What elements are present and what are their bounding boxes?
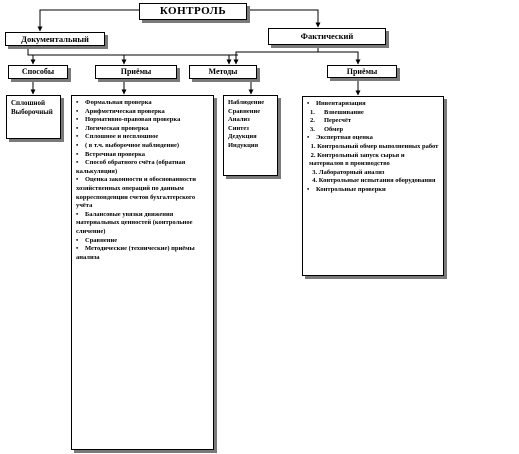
techniques-fact-list-box — [302, 96, 444, 276]
factual-branch-box — [268, 28, 386, 45]
list-item: 3. Лабораторный анализ — [309, 168, 385, 176]
list-item: • Экспертная оценка — [307, 134, 439, 143]
list-item: • Способ обратного счёта (обратная калькуляция) — [76, 159, 209, 176]
list-item: 2. Пересчёт — [310, 117, 352, 125]
methods-doc-header-label: Способы — [21, 67, 55, 76]
list-item: • Сплошное и несплошное — [76, 133, 209, 142]
list-item: Сравнение — [228, 107, 261, 115]
factual-label: Фактический — [300, 31, 354, 42]
list-item: Индукция — [228, 141, 259, 149]
list-item: • Арифметическая проверка — [76, 108, 209, 117]
list-item: • Логическая проверка — [76, 125, 209, 134]
root-label: КОНТРОЛЬ — [159, 5, 227, 17]
list-item: • Инвентаризация — [307, 100, 439, 109]
list-item: Выборочный — [11, 108, 53, 116]
list-item: 3. Обмер — [310, 125, 344, 133]
list-item: • Нормативно-правовая проверка — [76, 116, 209, 125]
techniques-doc-header — [95, 65, 177, 79]
list-item: 4. Контрольные испытания оборудования — [309, 177, 436, 185]
list-item: • Встречная проверка — [76, 151, 209, 160]
list-item: • Сравнение — [76, 237, 209, 246]
methods-header-label: Методы — [208, 67, 238, 76]
methods-doc-header — [8, 65, 68, 79]
list-item: • Контрольные проверки — [307, 186, 439, 195]
techniques-fact-header-label: Приёмы — [346, 66, 378, 76]
techniques-doc-header-label: Приёмы — [120, 67, 152, 76]
list-item: Дедукция — [228, 133, 257, 141]
list-item: • Методические (технические) приёмы анализа — [76, 245, 209, 262]
list-item: • Формальная проверка — [76, 99, 209, 108]
methods-doc-list-box — [6, 95, 61, 139]
list-item: Синтез — [228, 124, 249, 132]
list-item: • ( в т.ч. выборочное наблюдение) — [76, 142, 209, 151]
techniques-fact-header — [327, 65, 397, 78]
list-item: 2. Контрольный запуск сырья и материалов в производство — [309, 151, 405, 168]
list-item: Сплошной — [11, 99, 45, 107]
list-item: • Оценка законности и обоснованности хозяйственных операций по данным корреспонденции счетов бухгалтерского учёта — [76, 176, 209, 210]
list-item: Анализ — [228, 116, 250, 124]
methods-header — [189, 65, 257, 79]
list-item: 1. Взвешивание — [310, 108, 364, 116]
list-item: • Балансовые увязки движения материальных ценностей (контрольное сличение) — [76, 211, 209, 237]
list-item: 1. Контрольный обмер выполненных работ — [309, 142, 439, 150]
methods-list-box — [223, 95, 278, 176]
techniques-doc-list-box — [71, 95, 214, 450]
root-control-box — [139, 3, 247, 20]
documentary-label: Документальный — [21, 33, 89, 44]
list-item: Наблюдение — [228, 99, 265, 106]
documentary-branch-box — [5, 32, 105, 46]
